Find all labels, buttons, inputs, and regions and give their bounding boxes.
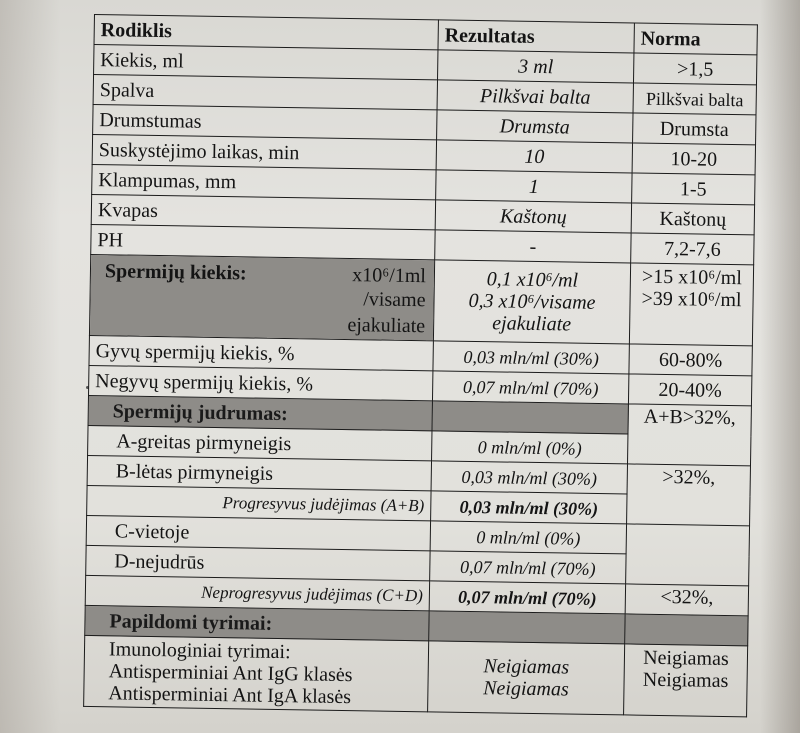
sperm-count-unit1: x10⁶/1ml xyxy=(352,264,427,288)
row-param: B-lėtas pirmyneigis xyxy=(87,455,431,490)
sperm-count-label: Spermijų kiekis: xyxy=(104,260,247,285)
sperm-count-result3: ejakuliate xyxy=(492,312,572,336)
row-param: Drumstumas xyxy=(93,104,437,139)
row-param: A-greitas pirmyneigis xyxy=(88,425,432,460)
shaded-cell xyxy=(429,611,625,644)
norm-nonprogressive: <32%, xyxy=(625,584,748,616)
sperm-count-result2: 0,3 x10⁶/visame xyxy=(468,289,596,314)
immunology-result2: Neigiamas xyxy=(483,677,569,701)
shaded-cell xyxy=(625,614,748,646)
sperm-count-label-cell xyxy=(89,254,434,340)
immunology-line3: Antisperminiai Ant IgA klasės xyxy=(108,682,352,709)
row-param: Progresyvus judėjimas (A+B) xyxy=(87,485,431,520)
immunology-norm2: Neigiamas xyxy=(642,668,729,693)
row-result: 0,07 mln/ml (70%) xyxy=(430,551,626,584)
sperm-count-result1: 0,1 x10⁶/ml xyxy=(486,268,579,292)
row-param: Kvapas xyxy=(91,194,435,229)
row-norm: 1-5 xyxy=(632,173,755,205)
row-result: 0,03 mln/ml (30%) xyxy=(433,341,629,374)
row-param: Kiekis, ml xyxy=(94,45,438,80)
header-norm: Norma xyxy=(634,23,757,55)
row-result: 0,03 mln/ml (30%) xyxy=(431,491,627,524)
sperm-count-unit3: ejakuliate xyxy=(347,314,426,338)
row-result: 1 xyxy=(436,170,632,203)
paper-edge-shadow xyxy=(760,0,800,733)
row-param: Negyvų spermijų kiekis, % xyxy=(89,365,433,400)
sperm-count-norm xyxy=(629,263,753,346)
row-param: C-vietoje xyxy=(86,515,430,550)
row-result: Kaštonų xyxy=(435,200,631,233)
additional-section-title: Papildomi tyrimai: xyxy=(85,605,429,640)
row-norm: 20-40% xyxy=(628,374,751,406)
row-result: 10 xyxy=(436,140,632,173)
row-norm: Kaštonų xyxy=(631,203,754,235)
row-param: Gyvų spermijų kiekis, % xyxy=(89,335,433,370)
header-param: Rodiklis xyxy=(94,15,438,50)
immunology-norm1: Neigiamas xyxy=(643,646,729,671)
row-result: Pilkšvai balta xyxy=(437,80,633,113)
norm-ab: A+B>32%, xyxy=(627,404,751,466)
immunology-line2: Antisperminiai Ant IgG klasės xyxy=(108,660,353,687)
row-result: Drumsta xyxy=(437,110,633,143)
sperm-count-norm2: >39 x10⁶/ml xyxy=(641,287,742,312)
row-norm: 10-20 xyxy=(632,143,755,175)
row-norm: Pilkšvai balta xyxy=(633,83,756,115)
row-param: Spalva xyxy=(93,75,437,110)
norm-empty xyxy=(626,524,750,586)
row-param: Klampumas, mm xyxy=(92,164,436,199)
row-norm: 60-80% xyxy=(629,344,752,376)
header-result: Rezultatas xyxy=(438,20,634,53)
immunology-line1: Imunologiniai tyrimai: xyxy=(108,638,291,664)
row-norm: >1,5 xyxy=(633,53,756,85)
row-result: 0,03 mln/ml (30%) xyxy=(431,461,627,494)
row-param: Suskystėjimo laikas, min xyxy=(92,134,436,169)
lab-results-table xyxy=(83,14,758,717)
norm-progressive: >32%, xyxy=(627,464,751,526)
immunology-result1: Neigiamas xyxy=(483,655,570,679)
row-result: - xyxy=(435,230,631,263)
immunology-results xyxy=(428,641,625,715)
row-param: Neprogresyvus judėjimas (C+D) xyxy=(85,575,429,610)
immunology-norms xyxy=(624,644,748,717)
row-param: PH xyxy=(91,224,435,259)
row-norm: Drumsta xyxy=(633,113,756,145)
sperm-count-row xyxy=(89,254,753,345)
row-result: 0 mln/ml (0%) xyxy=(432,431,628,464)
row-result: 0 mln/ml (0%) xyxy=(430,521,626,554)
row-param: D-nejudrūs xyxy=(86,545,430,580)
sperm-count-unit2: /visame xyxy=(363,288,426,312)
row-result: 0,07 mln/ml (70%) xyxy=(432,371,628,404)
sperm-count-result xyxy=(433,260,630,344)
table-row xyxy=(84,635,748,716)
immunology-params xyxy=(84,635,429,711)
row-result: 3 ml xyxy=(438,50,634,83)
row-norm: 7,2-7,6 xyxy=(631,233,754,265)
motility-section-title: Spermijų judrumas: xyxy=(88,395,432,430)
sperm-count-norm1: >15 x10⁶/ml xyxy=(641,265,743,290)
shaded-cell xyxy=(432,401,628,434)
row-result: 0,07 mln/ml (70%) xyxy=(429,581,625,614)
